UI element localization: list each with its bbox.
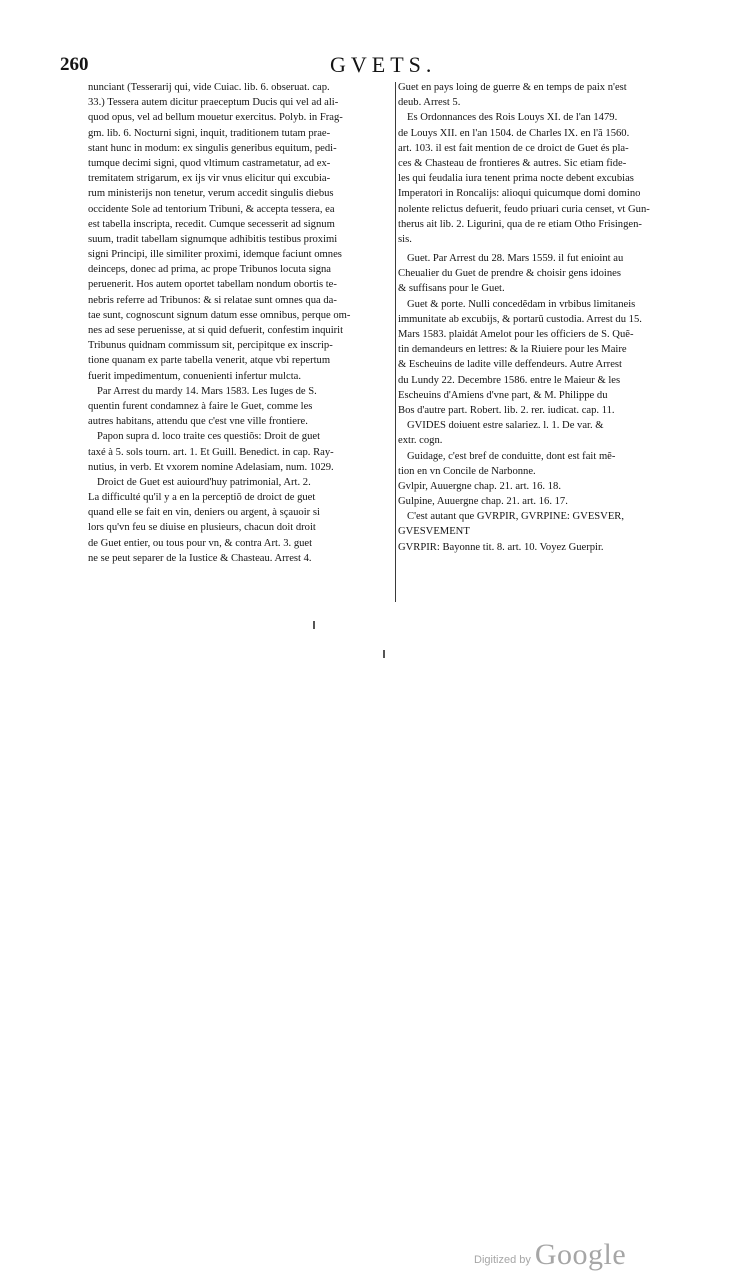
- ink-mark: [313, 621, 315, 629]
- text-line: les qui feudalia iura tenent prima nocte debent excubias: [398, 173, 634, 185]
- text-line: nebris referre ad Tribunos: & si relatae sunt omnes qua da-: [88, 294, 337, 306]
- text-line: du Lundy 22. Decembre 1586. entre le Maieur & les: [398, 374, 621, 386]
- watermark-prefix: Digitized by: [474, 1254, 531, 1266]
- text-line: quod opus, vel ad bellum mouetur exercitus. Polyb. in Frag-: [88, 112, 343, 124]
- text-line: Cheualier du Guet de prendre & choisir gens idoines: [398, 268, 621, 280]
- text-line: tione quanam ex parte tabella venerit, atque vbi repertum: [88, 355, 331, 367]
- text-line: Bos d'autre part. Robert. lib. 2. rer. iudicat. cap. 11.: [398, 404, 615, 416]
- text-line: rum ministerijs non tenetur, verum accedit singulis diebus: [88, 188, 334, 200]
- text-line: tae sunt, cognoscunt signum datum esse omnibus, perque om-: [88, 309, 351, 321]
- text-line: gm. lib. 6. Nocturni signi, inquit, traditionem tutam prae-: [88, 127, 331, 139]
- text-line: Guet. Par Arrest du 28. Mars 1559. il fut enioint au: [407, 253, 624, 265]
- text-line: signi Principi, ille similiter proximi, idemque faciunt omnes: [88, 249, 342, 261]
- text-line: est tabella inscripta, recedit. Cumque secesserit ad signum: [88, 218, 335, 230]
- text-line: fuerit impedimentum, conuenienti infertur mulcta.: [88, 370, 301, 382]
- text-line: tion en vn Concile de Narbonne.: [398, 465, 536, 477]
- text-line: Gvlpir, Auuergne chap. 21. art. 16. 18.: [398, 480, 561, 492]
- text-line: Papon supra d. loco traite ces questiõs: Droit de guet: [97, 431, 321, 443]
- text-line: GVESVEMENT: [398, 526, 470, 538]
- column-divider: [395, 82, 396, 602]
- text-line: 33.) Tessera autem dicitur praeceptum Ducis qui vel ad ali-: [88, 97, 339, 109]
- text-line: Guidage, c'est bref de conduitte, dont est fait mẽ-: [407, 450, 616, 462]
- text-line: ne se peut separer de la Iustice & Chasteau. Arrest 4.: [88, 552, 312, 564]
- text-line: Escheuins d'Amiens d'vne part, & M. Philippe du: [398, 389, 608, 401]
- right-column-text: [398, 80, 698, 555]
- text-line: lors qu'vn feu se diuise en plusieurs, chacun doit droit: [88, 522, 316, 534]
- text-line: sis.: [398, 233, 412, 245]
- left-column-text: [88, 80, 393, 566]
- text-line: nolente relictus defuerit, feudo priuari curia censet, vt Gun-: [398, 203, 650, 215]
- page-header: [60, 52, 446, 82]
- text-line: tremitatem strigarum, ex ijs vir vnus elicitur qui excubia-: [88, 173, 331, 185]
- text-line: nutius, in verb. Et vxorem nomine Adelasiam, num. 1029.: [88, 461, 334, 473]
- text-line: occidente Sole ad tentorium Tribuni, & accepta tessera, ea: [88, 203, 335, 215]
- text-line: quand elle se fait en vin, deniers ou argent, à sçauoir si: [88, 507, 320, 519]
- digitization-watermark: [474, 1232, 626, 1272]
- text-line: tumque decimi signi, quod vltimum castrametatur, ad ex-: [88, 157, 331, 169]
- text-line: Guet & porte. Nulli concedẽdam in vrbibus limitaneis: [407, 298, 636, 310]
- text-line: Guet en pays loing de guerre & en temps de paix n'est: [398, 82, 627, 93]
- text-line: GVRPIR: Bayonne tit. 8. art. 10. Voyez Guerpir.: [398, 541, 604, 553]
- text-line: Imperatori in Roncalijs: alioqui quicumque domi domino: [398, 188, 641, 200]
- text-line: La difficulté qu'il y a en la perceptiõ de droict de guet: [88, 492, 316, 504]
- text-line: & suffisans pour le Guet.: [398, 283, 505, 295]
- text-line: autres habitans, attendu que c'est vne ville frontiere.: [88, 416, 308, 428]
- text-line: Tribunus quidnam commissum sit, percipitque ex inscrip-: [88, 340, 333, 352]
- text-line: Mars 1583. plaidát Amelot pour les officiers de S. Quẽ-: [398, 329, 634, 340]
- ink-mark: [383, 650, 385, 658]
- text-line: nunciant (Tesserarij qui, vide Cuiac. lib. 6. obseruat. cap.: [88, 82, 330, 93]
- text-line: taxé à 5. sols tourn. art. 1. Et Guill. Benedict. in cap. Ray-: [88, 446, 334, 458]
- text-line: C'est autant que GVRPIR, GVRPINE: GVESVER,: [407, 511, 625, 523]
- text-line: Es Ordonnances des Rois Louys XI. de l'an 1479.: [407, 112, 618, 124]
- text-line: tin demandeurs en lettres: & la Riuiere pour les Maire: [398, 344, 627, 356]
- text-line: Droict de Guet est auiourd'huy patrimonial, Art. 2.: [97, 476, 311, 488]
- text-line: nes ad sese peruenisse, at si quid defuerit, confestim inquirit: [88, 325, 344, 336]
- text-line: suum, tradit tabellam signumque adhibitis testibus proximi: [88, 233, 338, 245]
- text-line: de Louys XII. en l'an 1504. de Charles IX. en l'ã 1560.: [398, 127, 630, 139]
- text-line: de Guet entier, ou tous pour vn, & contra Art. 3. guet: [88, 537, 313, 549]
- text-line: deinceps, donec ad prima, ac prope Tribunos locuta signa: [88, 264, 332, 276]
- text-line: peruenerit. Hos autem oportet tabellam nondum obortis te-: [88, 279, 337, 291]
- text-line: ces & Chasteau de frontieres & autres. Sic etiam fide-: [398, 157, 627, 169]
- text-line: GVIDES doiuent estre salariez. l. 1. De var. &: [407, 420, 604, 432]
- running-title: GVETS.: [330, 52, 437, 77]
- text-line: Par Arrest du mardy 14. Mars 1583. Les Iuges de S.: [97, 385, 317, 397]
- text-line: therus ait lib. 2. Ligurini, qua de re etiam Otho Frisingen-: [398, 218, 642, 230]
- text-line: art. 103. il est fait mention de ce droict de Guet és pla-: [398, 142, 629, 154]
- text-line: extr. cogn.: [398, 435, 443, 447]
- google-logo: Google: [534, 1238, 627, 1271]
- text-line: immunitate ab excubijs, & portarũ custodia. Arrest du 15.: [398, 313, 642, 325]
- text-line: & Escheuins de ladite ville deffendeurs. Autre Arrest: [398, 359, 622, 371]
- text-line: quentin furent condamnez à faire le Guet, comme les: [88, 400, 313, 412]
- text-line: deub. Arrest 5.: [398, 97, 461, 109]
- text-line: Gulpine, Auuergne chap. 21. art. 16. 17.: [398, 496, 568, 508]
- text-line: stant hunc in modum: ex singulis generibus equitum, pedi-: [88, 142, 337, 154]
- page-number: 260: [60, 54, 89, 75]
